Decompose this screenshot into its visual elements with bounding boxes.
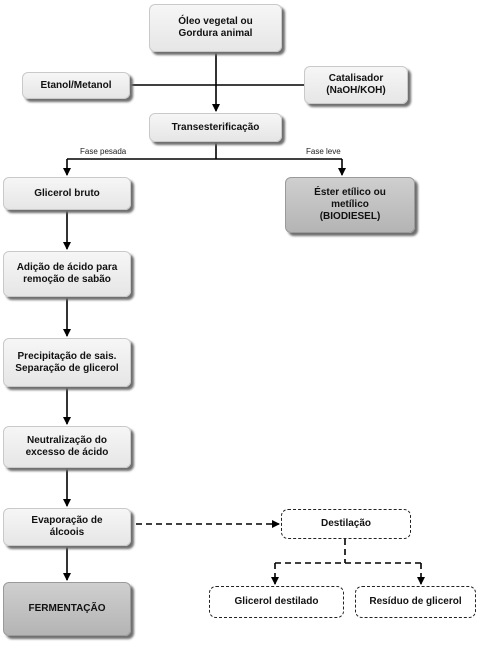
node-precipitacao: Precipitação de sais. Separação de glicerol [3,338,131,387]
node-destilacao: Destilação [281,509,411,539]
node-oleo: Óleo vegetal ou Gordura animal [149,4,282,52]
node-evaporacao: Evaporação de álcoois [3,508,131,546]
label-fase-pesada: Fase pesada [80,147,127,156]
node-ester-biodiesel: Éster etílico ou metílico (BIODIESEL) [285,177,415,233]
node-glicerol-bruto: Glicerol bruto [3,177,131,210]
node-catalisador: Catalisador (NaOH/KOH) [304,66,408,104]
node-etanol: Etanol/Metanol [22,72,130,99]
node-fermentacao: FERMENTAÇÃO [3,582,131,636]
node-neutralizacao: Neutralização do excesso de ácido [3,426,131,468]
node-glicerol-destilado: Glicerol destilado [209,586,344,618]
label-fase-leve: Fase leve [306,147,341,156]
node-adicao-acido: Adição de ácido para remoção de sabão [3,251,131,297]
node-residuo-glicerol: Resíduo de glicerol [355,586,476,618]
node-transesterificacao: Transesterificação [149,113,282,142]
